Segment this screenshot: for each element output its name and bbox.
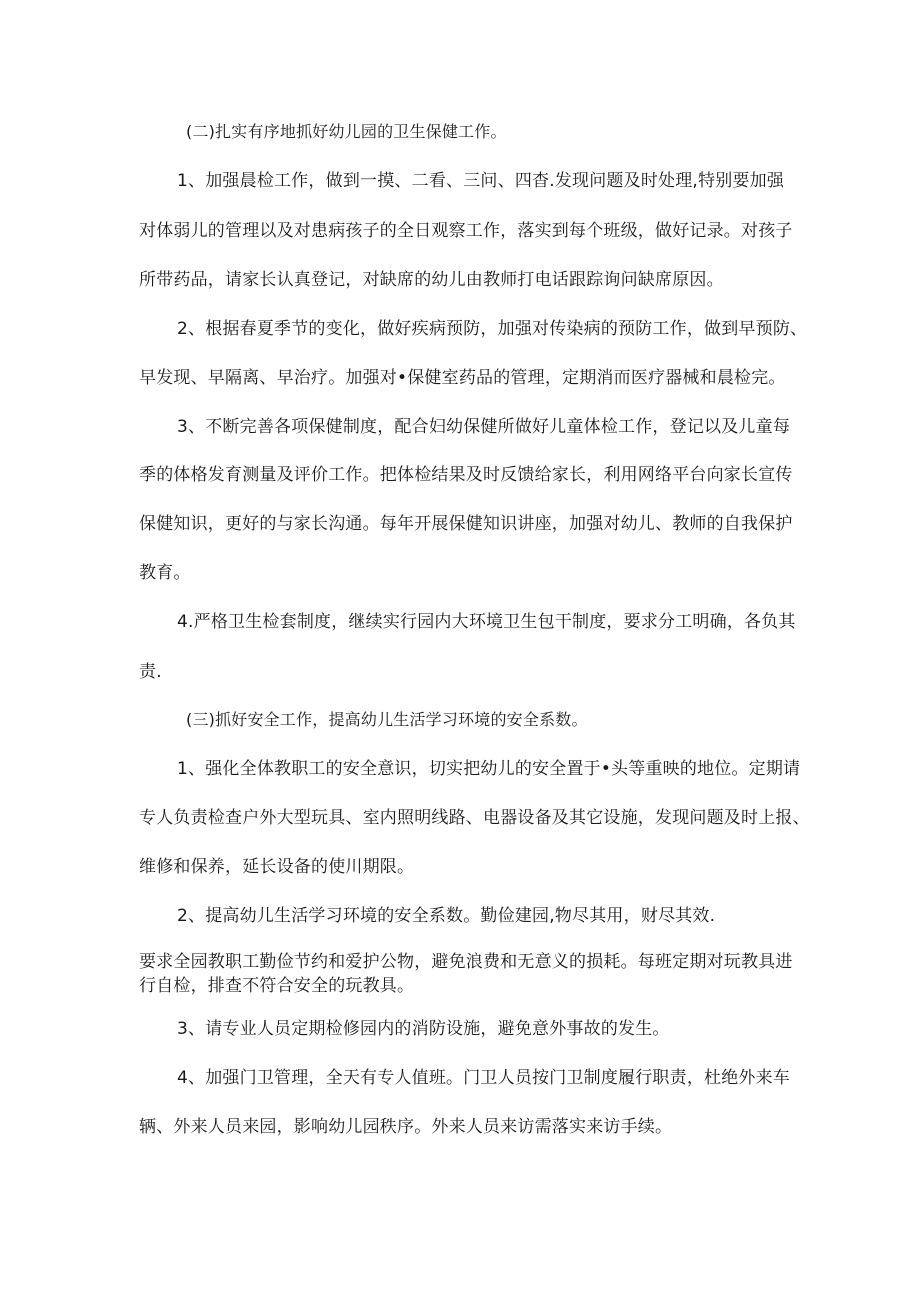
paragraph-3-1-line-1: 1、强化全体教职工的安全意识，切实把幼儿的安全置于•头等重映的地位。定期请	[177, 759, 801, 779]
paragraph-2-1-line-3: 所带药品，请家长认真登记，对缺席的幼儿由教师打电话跟踪询问缺席原因。	[139, 270, 724, 290]
paragraph-2-3-line-3: 保健知识，更好的与家长沟通。每年开展保健知识讲座，加强对幼儿、教师的自我保护	[139, 514, 793, 534]
paragraph-2-3-line-4: 教育。	[139, 563, 191, 583]
paragraph-3-4-line-1: 4、加强门卫管理，全天有专人值班。门卫人员按门卫制度履行职责，杜绝外来车	[177, 1068, 791, 1088]
paragraph-3-1-line-3: 维修和保养，延长设备的使川期限。	[139, 857, 415, 877]
section-heading-2: (二)扎实有序地抓好幼儿园的卫生保健工作。	[186, 122, 507, 141]
paragraph-3-2-line-1: 2、提高幼儿生活学习环境的安全系数。勤俭建园,物尽其用，财尽其效.	[177, 906, 716, 926]
paragraph-2-3-line-2: 季的体格发育测量及评价工作。把体检结果及时反馈给家长，利用网络平台向家长宣传	[139, 465, 793, 485]
paragraph-3-4-line-2: 辆、外来人员来园，影响幼儿园秩序。外来人员来访需落实来访手续。	[139, 1117, 673, 1137]
paragraph-2-2-line-2: 早发现、早隔离、早治疗。加强对•保健室药品的管理，定期消而医疗器械和晨检完。	[139, 368, 786, 388]
paragraph-3-2-line-3: 行自检，排查不符合安全的玩教具。	[139, 976, 415, 996]
paragraph-2-4-line-1: 4.严格卫生检套制度，继续实行园内大环境卫生包干制度，要求分工明确，各负其	[177, 612, 796, 632]
paragraph-2-1-line-1: 1、加强晨检工作，做到一摸、二看、三问、四杳.发现问题及时处理,特别要加强	[177, 171, 785, 191]
paragraph-3-3-line-1: 3、请专业人员定期检修园内的消防设施，避免意外事故的发生。	[177, 1019, 670, 1039]
paragraph-3-1-line-2: 专人负责检查户外大型玩具、室内照明线路、电器设备及其它设施，发现问题及时上报、	[139, 808, 810, 828]
paragraph-2-1-line-2: 对体弱儿的管理以及对患病孩子的全日观察工作，落实到每个班级，做好记录。对孩子	[139, 221, 793, 241]
paragraph-3-2-line-2: 要求全园教职工勤俭节约和爱护公物，避免浪费和无意义的损耗。每班定期对玩教具进	[139, 952, 793, 972]
paragraph-2-3-line-1: 3、不断完善各项保健制度，配合妇幼保健所做好儿童体检工作，登记以及儿童每	[177, 417, 791, 437]
paragraph-2-2-line-1: 2、根据春夏季节的变化，做好疾病预防，加强对传染病的预防工作，做到早预防、	[177, 319, 808, 339]
paragraph-2-4-line-2: 责.	[139, 662, 162, 682]
section-heading-3: (三)抓好安全工作，提高幼儿生活学习环境的安全系数。	[186, 710, 588, 729]
